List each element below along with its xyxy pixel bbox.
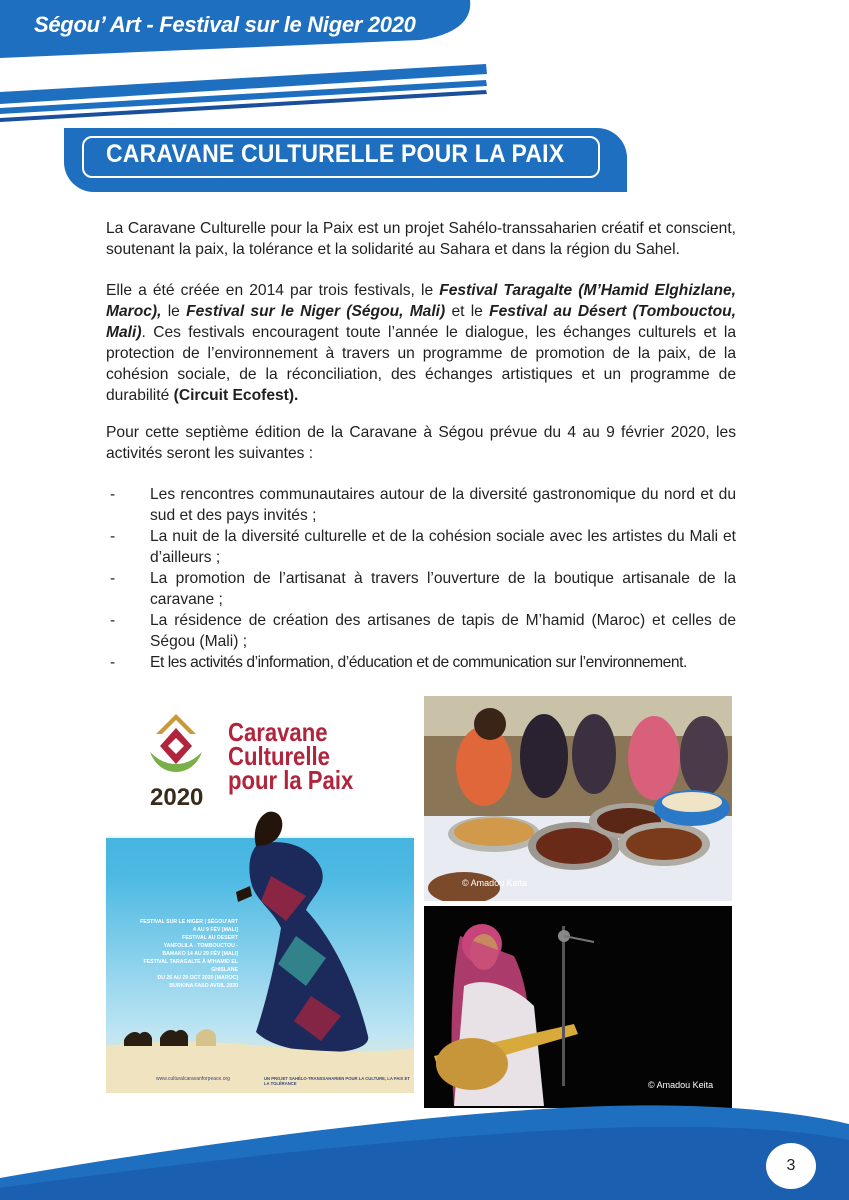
history-text-4: . Ces festivals encouragent toute l’année le dialogue, les échanges culturels et la protection de l’environnement à travers un programme de promotion de la paix, de la cohésion sociale, de la réconciliation, des échanges artistiques et un programme de durabilité bbox=[106, 324, 736, 404]
list-item bbox=[106, 526, 736, 568]
festival-taragalte: Festival Taragalte (M’Hamid Elghizlane, Maroc), bbox=[106, 282, 736, 320]
camels-icon bbox=[124, 1029, 216, 1046]
list-item bbox=[106, 568, 736, 610]
poster-title-line: pour la Paix bbox=[228, 765, 354, 795]
section-title: CARAVANE CULTURELLE POUR LA PAIX bbox=[106, 140, 565, 168]
poster-schedule-line: DU 26 AU 29 OCT 2020 [MAROC] bbox=[157, 975, 238, 981]
poster-title bbox=[228, 717, 354, 795]
poster-schedule-line: BAMAKO 14 AU 29 FÉV [MALI] bbox=[162, 951, 238, 957]
poster-title-line: Culturelle bbox=[228, 741, 330, 771]
list-marker: - bbox=[110, 486, 116, 503]
poster-schedule-line: FESTIVAL AU DESERT bbox=[182, 935, 238, 941]
musician-scene bbox=[424, 906, 732, 1108]
intro-paragraph: La Caravane Culturelle pour la Paix est un projet Sahélo-transsaharien créatif et conscient, soutenant la paix, la tolérance et la solidarité au Sahara et dans la région du Sahel. bbox=[106, 220, 736, 258]
caravane-poster bbox=[106, 696, 414, 1093]
poster-url: www.culturalcaravanforpeace.org bbox=[156, 1076, 230, 1082]
food-photo bbox=[424, 696, 732, 901]
poster-schedule-line: FESTIVAL SUR LE NIGER | SÉGOU'ART bbox=[140, 919, 238, 925]
list-item bbox=[106, 610, 736, 652]
food-photo-credit: © Amadou Keita bbox=[462, 878, 528, 888]
history-text-3: et le bbox=[445, 303, 490, 320]
history-text-2: le bbox=[161, 303, 187, 320]
history-paragraph bbox=[106, 280, 736, 406]
festival-au-desert: Festival au Désert (Tombouctou, Mali) bbox=[106, 303, 736, 341]
list-item-text: La résidence de création des artisanes de tapis de M’hamid (Maroc) et celles de Ségou (Mali) ; bbox=[150, 612, 736, 650]
food-scene bbox=[424, 696, 732, 901]
header-title: Ségou’ Art - Festival sur le Niger 2020 bbox=[34, 12, 416, 37]
list-item bbox=[106, 484, 736, 526]
edition-paragraph: Pour cette septième édition de la Caravane à Ségou prévue du 4 au 9 février 2020, les activités seront les suivantes : bbox=[106, 424, 736, 462]
list-marker: - bbox=[110, 654, 115, 671]
list-item-text: Et les activités d’information, d’éducation et de communication sur l’environnement. bbox=[150, 654, 687, 671]
musician-photo bbox=[424, 906, 732, 1108]
festival-sur-le-niger: Festival sur le Niger (Ségou, Mali) bbox=[186, 303, 446, 320]
poster-schedule bbox=[120, 918, 238, 990]
list-marker: - bbox=[110, 528, 116, 545]
page-number: 3 bbox=[766, 1143, 816, 1189]
circuit-ecofest: (Circuit Ecofest). bbox=[173, 387, 299, 404]
poster-footer: UN PROJET SAHÉLO-TRANSSAHARIEN POUR LA CULTURE, LA PAIX ET LA TOLÉRANCE bbox=[264, 1076, 410, 1086]
poster-year: 2020 bbox=[150, 784, 204, 811]
activities-list bbox=[106, 484, 736, 673]
history-text-1: Elle a été créée en 2014 par trois festivals, le bbox=[106, 282, 440, 299]
footer-decoration bbox=[0, 1100, 849, 1200]
list-item-text: La promotion de l’artisanat à travers l’ouverture de la boutique artisanale de la caravane ; bbox=[150, 570, 736, 608]
poster-title-line: Caravane bbox=[228, 717, 328, 747]
woman-silhouette-icon bbox=[236, 812, 368, 1053]
list-item bbox=[106, 652, 736, 673]
list-marker: - bbox=[110, 570, 116, 587]
list-item-text: La nuit de la diversité culturelle et de la cohésion sociale avec les artistes du Mali et d’ailleurs ; bbox=[150, 528, 736, 566]
poster-schedule-line: 4 AU 9 FÉV [MALI] bbox=[192, 927, 238, 933]
poster-schedule-line: FESTIVAL TARAGALTE À M'HAMID EL GHISLANE bbox=[143, 959, 238, 973]
poster-schedule-line: YANFOLILA - TOMBOUCTOU - bbox=[163, 943, 238, 949]
list-marker: - bbox=[110, 612, 116, 629]
list-item-text: Les rencontres communautaires autour de la diversité gastronomique du nord et du sud et des pays invités ; bbox=[150, 486, 736, 524]
musician-photo-credit: © Amadou Keita bbox=[648, 1080, 714, 1090]
poster-schedule-line: BURKINA FASO AVRIL 2020 bbox=[169, 983, 238, 989]
